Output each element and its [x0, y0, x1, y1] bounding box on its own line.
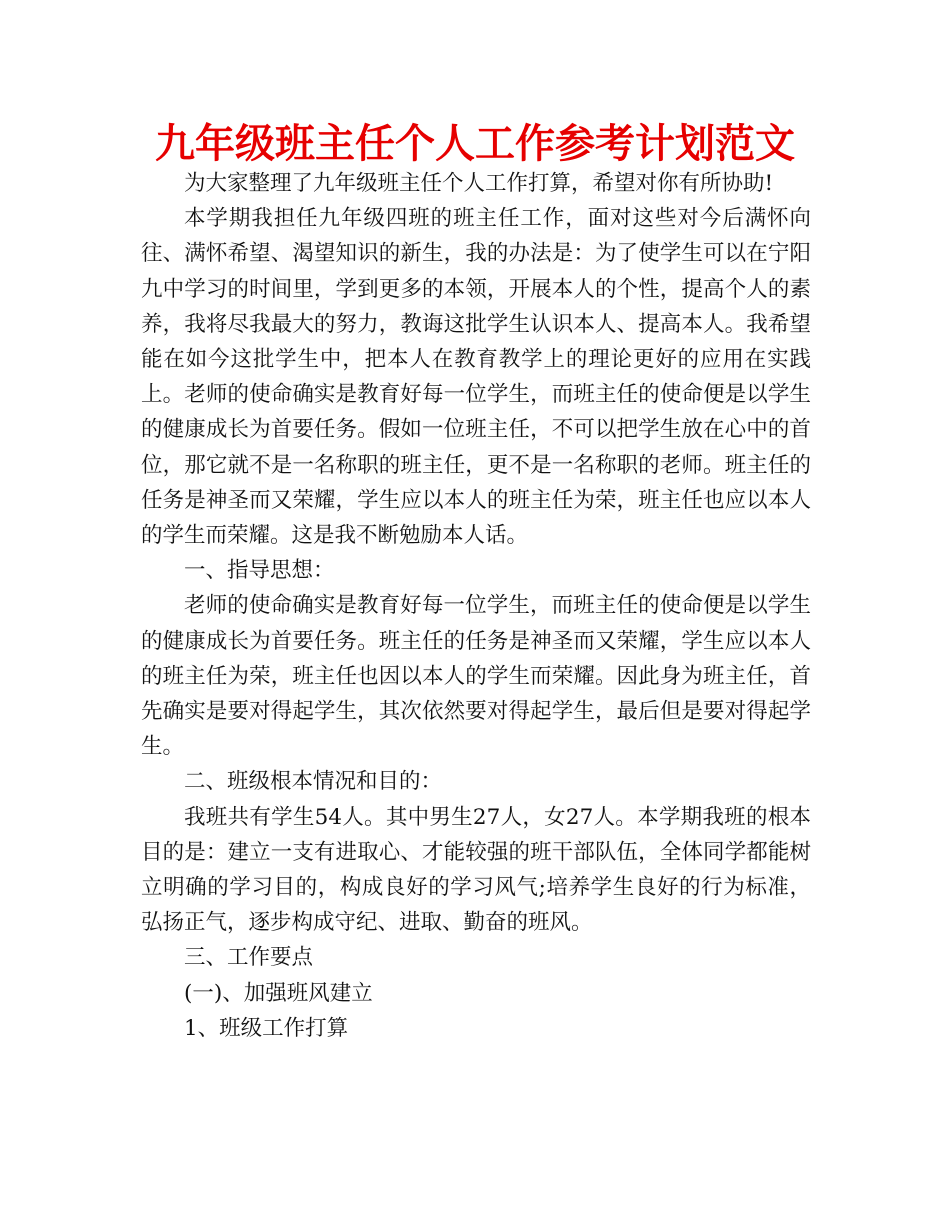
paragraph-guiding-thought: 老师的使命确实是教育好每一位学生，而班主任的使命便是以学生的健康成长为首要任务。班主任的任务是神圣而又荣耀，学生应以本人的班主任为荣，班主任也因以本人的学生而荣耀。因此身为班主任，首先确实是要对得起学生，其次依然要对得起学生，最后但是要对得起学生。: [141, 593, 811, 760]
heading-class-situation: 二、班级根本情况和目的：: [184, 769, 443, 795]
heading-work-points: 三、工作要点: [184, 945, 314, 971]
heading-class-work-plan: 1、班级工作打算: [184, 1015, 349, 1041]
paragraph-intro: 为大家整理了九年级班主任个人工作打算，希望对你有所协助!: [184, 171, 774, 196]
document-body: [141, 166, 811, 1046]
paragraph-main: 本学期我担任九年级四班的班主任工作，面对这些对今后满怀向往、满怀希望、渴望知识的新生，我的办法是：为了使学生可以在宁阳九中学习的时间里，学到更多的本领，开展本人的个性，提高个人的素养，我将尽我最大的努力，教诲这批学生认识本人、提高本人。我希望能在如今这批学生中，把本人在教育教学上的理论更好的应用在实践上。老师的使命确实是教育好每一位学生，而班主任的使命便是以学生的健康成长为首要任务。假如一位班主任，不可以把学生放在心中的首位，那它就不是一名称职的班主任，更不是一名称职的老师。班主任的任务是神圣而又荣耀，学生应以本人的班主任为荣，班主任也应以本人的学生而荣耀。这是我不断勉励本人话。: [141, 206, 811, 549]
paragraph-class-situation: 我班共有学生54人。其中男生27人，女27人。本学期我班的根本目的是：建立一支有进取心、才能较强的班干部队伍，全体同学都能树立明确的学习目的，构成良好的学习风气;培养学生良好的行为标准，弘扬正气，逐步构成守纪、进取、勤奋的班风。: [141, 804, 811, 936]
document-title: 九年级班主任个人工作参考计划范文: [155, 121, 795, 167]
heading-class-style: (一)、加强班风建立: [184, 980, 373, 1006]
heading-guiding-thought: 一、指导思想：: [184, 558, 335, 584]
